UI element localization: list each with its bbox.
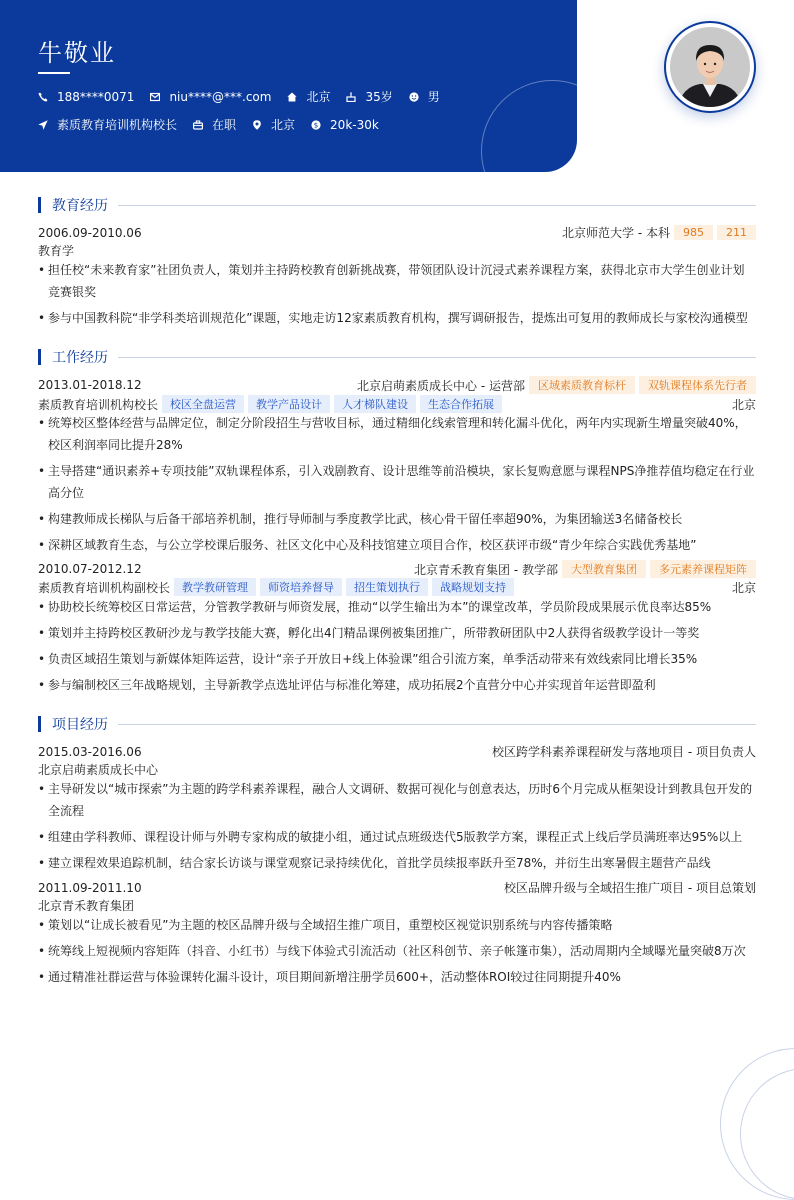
education-date: 2006.09-2010.06	[38, 225, 142, 240]
company-tag: 双轨课程体系先行者	[639, 376, 756, 394]
company-tag: 区域素质教育标杆	[529, 376, 635, 394]
mail-icon	[150, 92, 160, 102]
gender-item	[409, 88, 440, 105]
phone-text: 188****0071	[57, 89, 135, 104]
project-title: 校区跨学科素养课程研发与落地项目 - 项目负责人	[492, 745, 756, 759]
salary-item	[311, 118, 379, 132]
section-title-work: 工作经历	[52, 350, 108, 366]
work-header-row	[38, 560, 756, 578]
avatar-frame	[664, 21, 756, 113]
work-position-row	[38, 395, 756, 413]
work-position-row	[38, 578, 756, 596]
work-date: 2010.07-2012.12	[38, 562, 142, 576]
tag-211: 211	[717, 225, 756, 240]
svg-text:$: $	[313, 121, 319, 130]
header-banner	[0, 0, 577, 172]
project-org: 北京启萌素质成长中心	[38, 763, 159, 777]
section-education	[38, 196, 756, 214]
target-city-text: 北京	[271, 118, 296, 132]
skill-tag: 战略规划支持	[432, 578, 514, 596]
project-bullet: • 统筹线上短视频内容矩阵（抖音、小红书）与线下体验式引流活动（社区科创节、亲子帐篷市集），活动周期内全域曝光量突破8万次	[38, 940, 756, 962]
gender-text: 男	[427, 90, 440, 104]
decorative-ring	[481, 80, 577, 172]
project-header-row	[38, 743, 756, 760]
target-role-text: 素质教育培训机构校长	[57, 118, 178, 132]
project-bullet: • 策划以“让成长被看见”为主题的校区品牌升级与全域招生推广项目，重塑校区视觉识别系统与内容传播策略	[38, 914, 756, 936]
skill-tag: 师资培养督导	[260, 578, 342, 596]
job-intent-row	[38, 116, 395, 133]
section-title-projects: 项目经历	[52, 717, 108, 733]
location-item	[287, 88, 330, 105]
project-title: 校区品牌升级与全域招生推广项目 - 项目总策划	[504, 881, 756, 895]
project-date: 2015.03-2016.06	[38, 744, 142, 759]
skill-tag: 生态合作拓展	[420, 395, 502, 413]
status-text: 在职	[212, 118, 237, 132]
work-bullet: • 统筹校区整体经营与品牌定位，制定分阶段招生与营收目标，通过精细化线索管理和转化漏斗优化，两年内实现新生增量突破40%，校区利润率同比提升28%	[38, 412, 756, 456]
project-bullet: • 组建由学科教师、课程设计师与外聘专家构成的敏捷小组，通过试点班级迭代5版教学方案，课程正式上线后学员满班率达95%以上	[38, 826, 756, 848]
avatar	[670, 27, 750, 107]
skill-tag: 教学教研管理	[174, 578, 256, 596]
face-icon	[409, 92, 419, 102]
work-date: 2013.01-2018.12	[38, 378, 142, 392]
work-city: 北京	[731, 580, 756, 595]
skill-tag: 教学产品设计	[248, 395, 330, 413]
project-header-row	[38, 879, 756, 896]
skill-tag: 招生策划执行	[346, 578, 428, 596]
tag-985: 985	[674, 225, 713, 240]
status-item	[193, 116, 236, 133]
work-header-row	[38, 376, 756, 394]
email-item	[150, 90, 271, 104]
work-position: 素质教育培训机构副校长	[38, 580, 171, 595]
contact-row	[38, 88, 456, 105]
work-bullet: • 构建教师成长梯队与后备干部培养机制，推行导师制与季度教学比武，核心骨干留任率超90%，为集团输送3名储备校长	[38, 508, 756, 530]
work-company: 北京青禾教育集团 - 教学部	[414, 562, 558, 577]
phone-icon	[38, 92, 48, 102]
candidate-name: 牛敬业	[38, 39, 116, 67]
work-bullet: • 负责区域招生策划与新媒体矩阵运营，设计“亲子开放日+线上体验课”组合引流方案，单季活动带来有效线索同比增长35%	[38, 648, 756, 670]
target-role-item	[38, 116, 177, 133]
section-marker	[38, 197, 41, 213]
phone-item	[38, 90, 134, 104]
education-major: 教育学	[38, 244, 75, 258]
location-text: 北京	[306, 90, 331, 104]
money-icon	[311, 120, 321, 130]
section-projects	[38, 715, 756, 733]
company-tag: 多元素养课程矩阵	[650, 560, 756, 578]
skill-tag: 人才梯队建设	[334, 395, 416, 413]
project-bullet: • 建立课程效果追踪机制，结合家长访谈与课堂观察记录持续优化，首批学员续报率跃升至78%，并衍生出寒暑假主题营产品线	[38, 852, 756, 874]
project-date: 2011.09-2011.10	[38, 880, 142, 895]
company-tag: 大型教育集团	[562, 560, 646, 578]
home-icon	[287, 92, 297, 102]
section-divider	[118, 205, 756, 206]
work-bullet: • 深耕区域教育生态，与公立学校课后服务、社区文化中心及科技馆建立项目合作，校区获评市级“青少年综合实践优秀基地”	[38, 534, 756, 556]
cake-icon	[346, 92, 356, 102]
work-bullet: • 主导搭建“通识素养+专项技能”双轨课程体系，引入戏剧教育、设计思维等前沿模块，家长复购意愿与课程NPS净推荐值均稳定在行业高分位	[38, 460, 756, 504]
education-school: 北京师范大学 - 本科	[562, 226, 670, 240]
section-marker	[38, 716, 41, 732]
project-bullet: • 主导研发以“城市探索”为主题的跨学科素养课程，融合人文调研、数据可视化与创意表达，历时6个月完成从框架设计到教具包开发的全流程	[38, 778, 756, 822]
section-title-education: 教育经历	[52, 198, 108, 214]
work-bullet: • 参与编制校区三年战略规划，主导新教学点选址评估与标准化筹建，成功拓展2个直营分中心并实现首年运营即盈利	[38, 674, 756, 696]
section-work	[38, 348, 756, 366]
email-text: niu****@***.com	[169, 89, 272, 104]
section-divider	[118, 724, 756, 725]
section-marker	[38, 349, 41, 365]
send-icon	[38, 120, 48, 130]
target-city-item	[252, 116, 295, 133]
skill-tag: 校区全盘运营	[162, 395, 244, 413]
work-city: 北京	[731, 397, 756, 412]
salary-text: 20k-30k	[330, 117, 379, 132]
age-item	[346, 88, 392, 105]
education-bullet: • 担任校“未来教育家”社团负责人，策划并主持跨校教育创新挑战赛，带领团队设计沉浸式素养课程方案，获得北京市大学生创业计划竞赛银奖	[38, 259, 756, 303]
age-text: 35岁	[365, 90, 393, 104]
work-position: 素质教育培训机构校长	[38, 397, 159, 412]
work-company: 北京启萌素质成长中心 - 运营部	[357, 378, 525, 393]
education-header-row	[38, 224, 756, 241]
section-divider	[118, 357, 756, 358]
education-bullet: • 参与中国教科院“非学科类培训规范化”课题，实地走访12家素质教育机构，撰写调研报告，提炼出可复用的教师成长与家校沟通模型	[38, 307, 756, 329]
work-bullet: • 协助校长统筹校区日常运营，分管教学教研与师资发展，推动“以学生输出为本”的课堂改革，学员阶段成果展示优良率达85%	[38, 596, 756, 618]
work-bullet: • 策划并主持跨校区教研沙龙与教学技能大赛，孵化出4门精品课例被集团推广，所带教研团队中2人获得省级教学设计一等奖	[38, 622, 756, 644]
profile-photo	[670, 27, 750, 107]
map-pin-icon	[252, 120, 262, 130]
project-bullet: • 通过精准社群运营与体验课转化漏斗设计，项目期间新增注册学员600+，活动整体ROI较过往同期提升40%	[38, 966, 756, 988]
name-underline	[38, 72, 70, 74]
briefcase-icon	[193, 120, 203, 130]
project-org: 北京青禾教育集团	[38, 899, 135, 913]
